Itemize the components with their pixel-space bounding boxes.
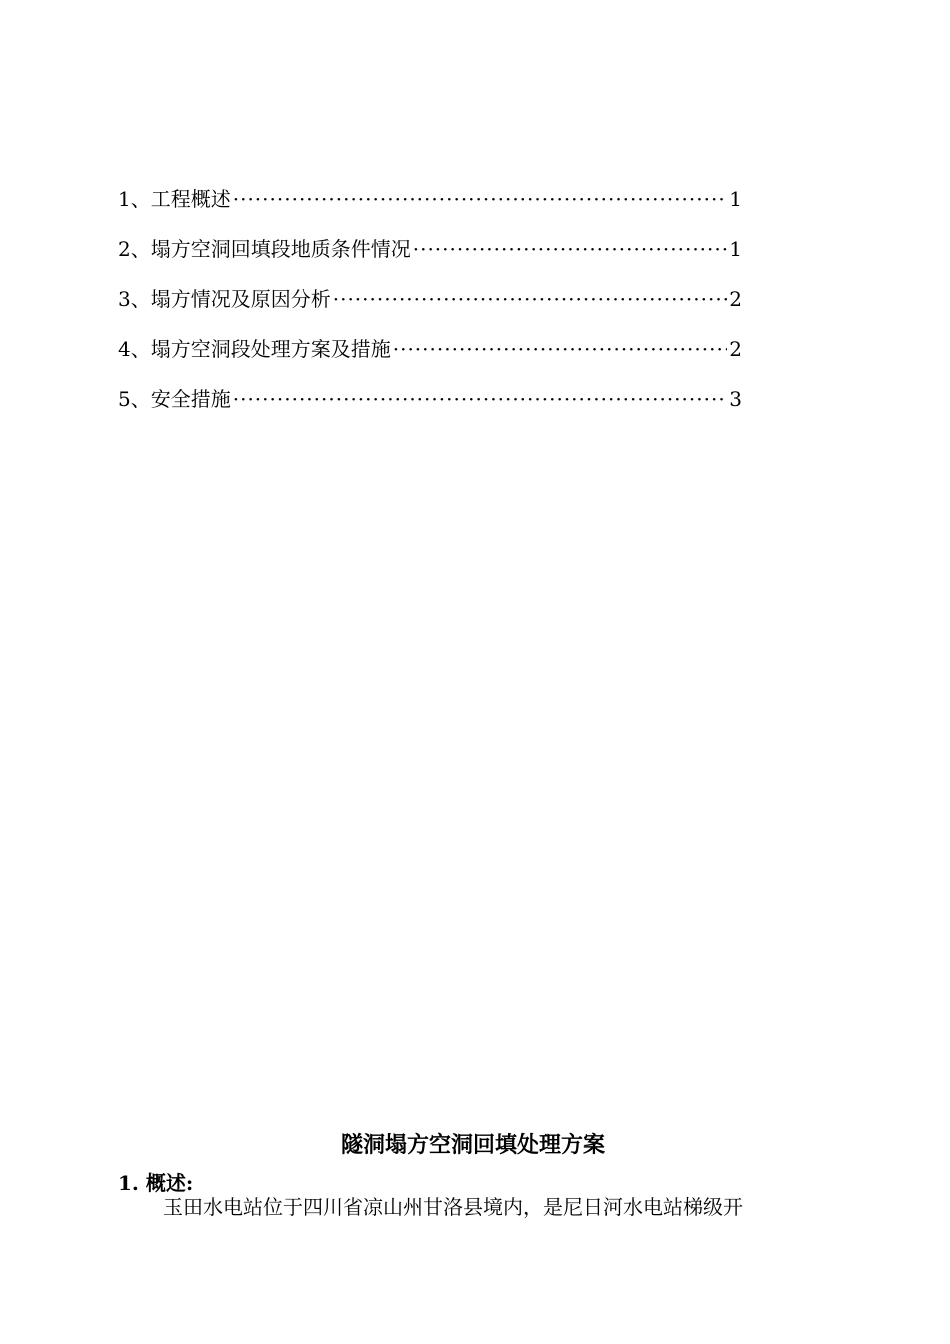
toc-leader-dots	[393, 331, 728, 367]
toc-entry[interactable]	[118, 281, 742, 331]
toc-leader-dots	[233, 181, 728, 217]
toc-entry-label: 2、塌方空洞回填段地质条件情况	[118, 237, 411, 261]
toc-leader-dots	[233, 381, 728, 417]
toc-entry[interactable]	[118, 381, 742, 431]
toc-entry-page: 1	[729, 187, 742, 211]
body-paragraph: 玉田水电站位于四川省凉山州甘洛县境内，是尼日河水电站梯级开	[163, 1195, 743, 1219]
toc-entry[interactable]	[118, 181, 742, 231]
toc-entry-label: 3、塌方情况及原因分析	[118, 287, 331, 311]
toc-entry-page: 2	[729, 287, 742, 311]
section-heading: 1. 概述:	[118, 1171, 194, 1195]
toc-entry[interactable]	[118, 231, 742, 281]
toc-entry-label: 1、工程概述	[118, 187, 231, 211]
document-title: 隧洞塌方空洞回填处理方案	[340, 1132, 605, 1158]
toc-entry[interactable]	[118, 331, 742, 381]
toc-entry-label: 5、安全措施	[118, 387, 231, 411]
toc-entry-page: 1	[729, 237, 742, 261]
table-of-contents	[118, 181, 742, 431]
toc-leader-dots	[413, 231, 728, 267]
toc-entry-page: 2	[729, 337, 742, 361]
toc-entry-page: 3	[729, 387, 742, 411]
toc-entry-label: 4、塌方空洞段处理方案及措施	[118, 337, 391, 361]
toc-leader-dots	[333, 281, 728, 317]
